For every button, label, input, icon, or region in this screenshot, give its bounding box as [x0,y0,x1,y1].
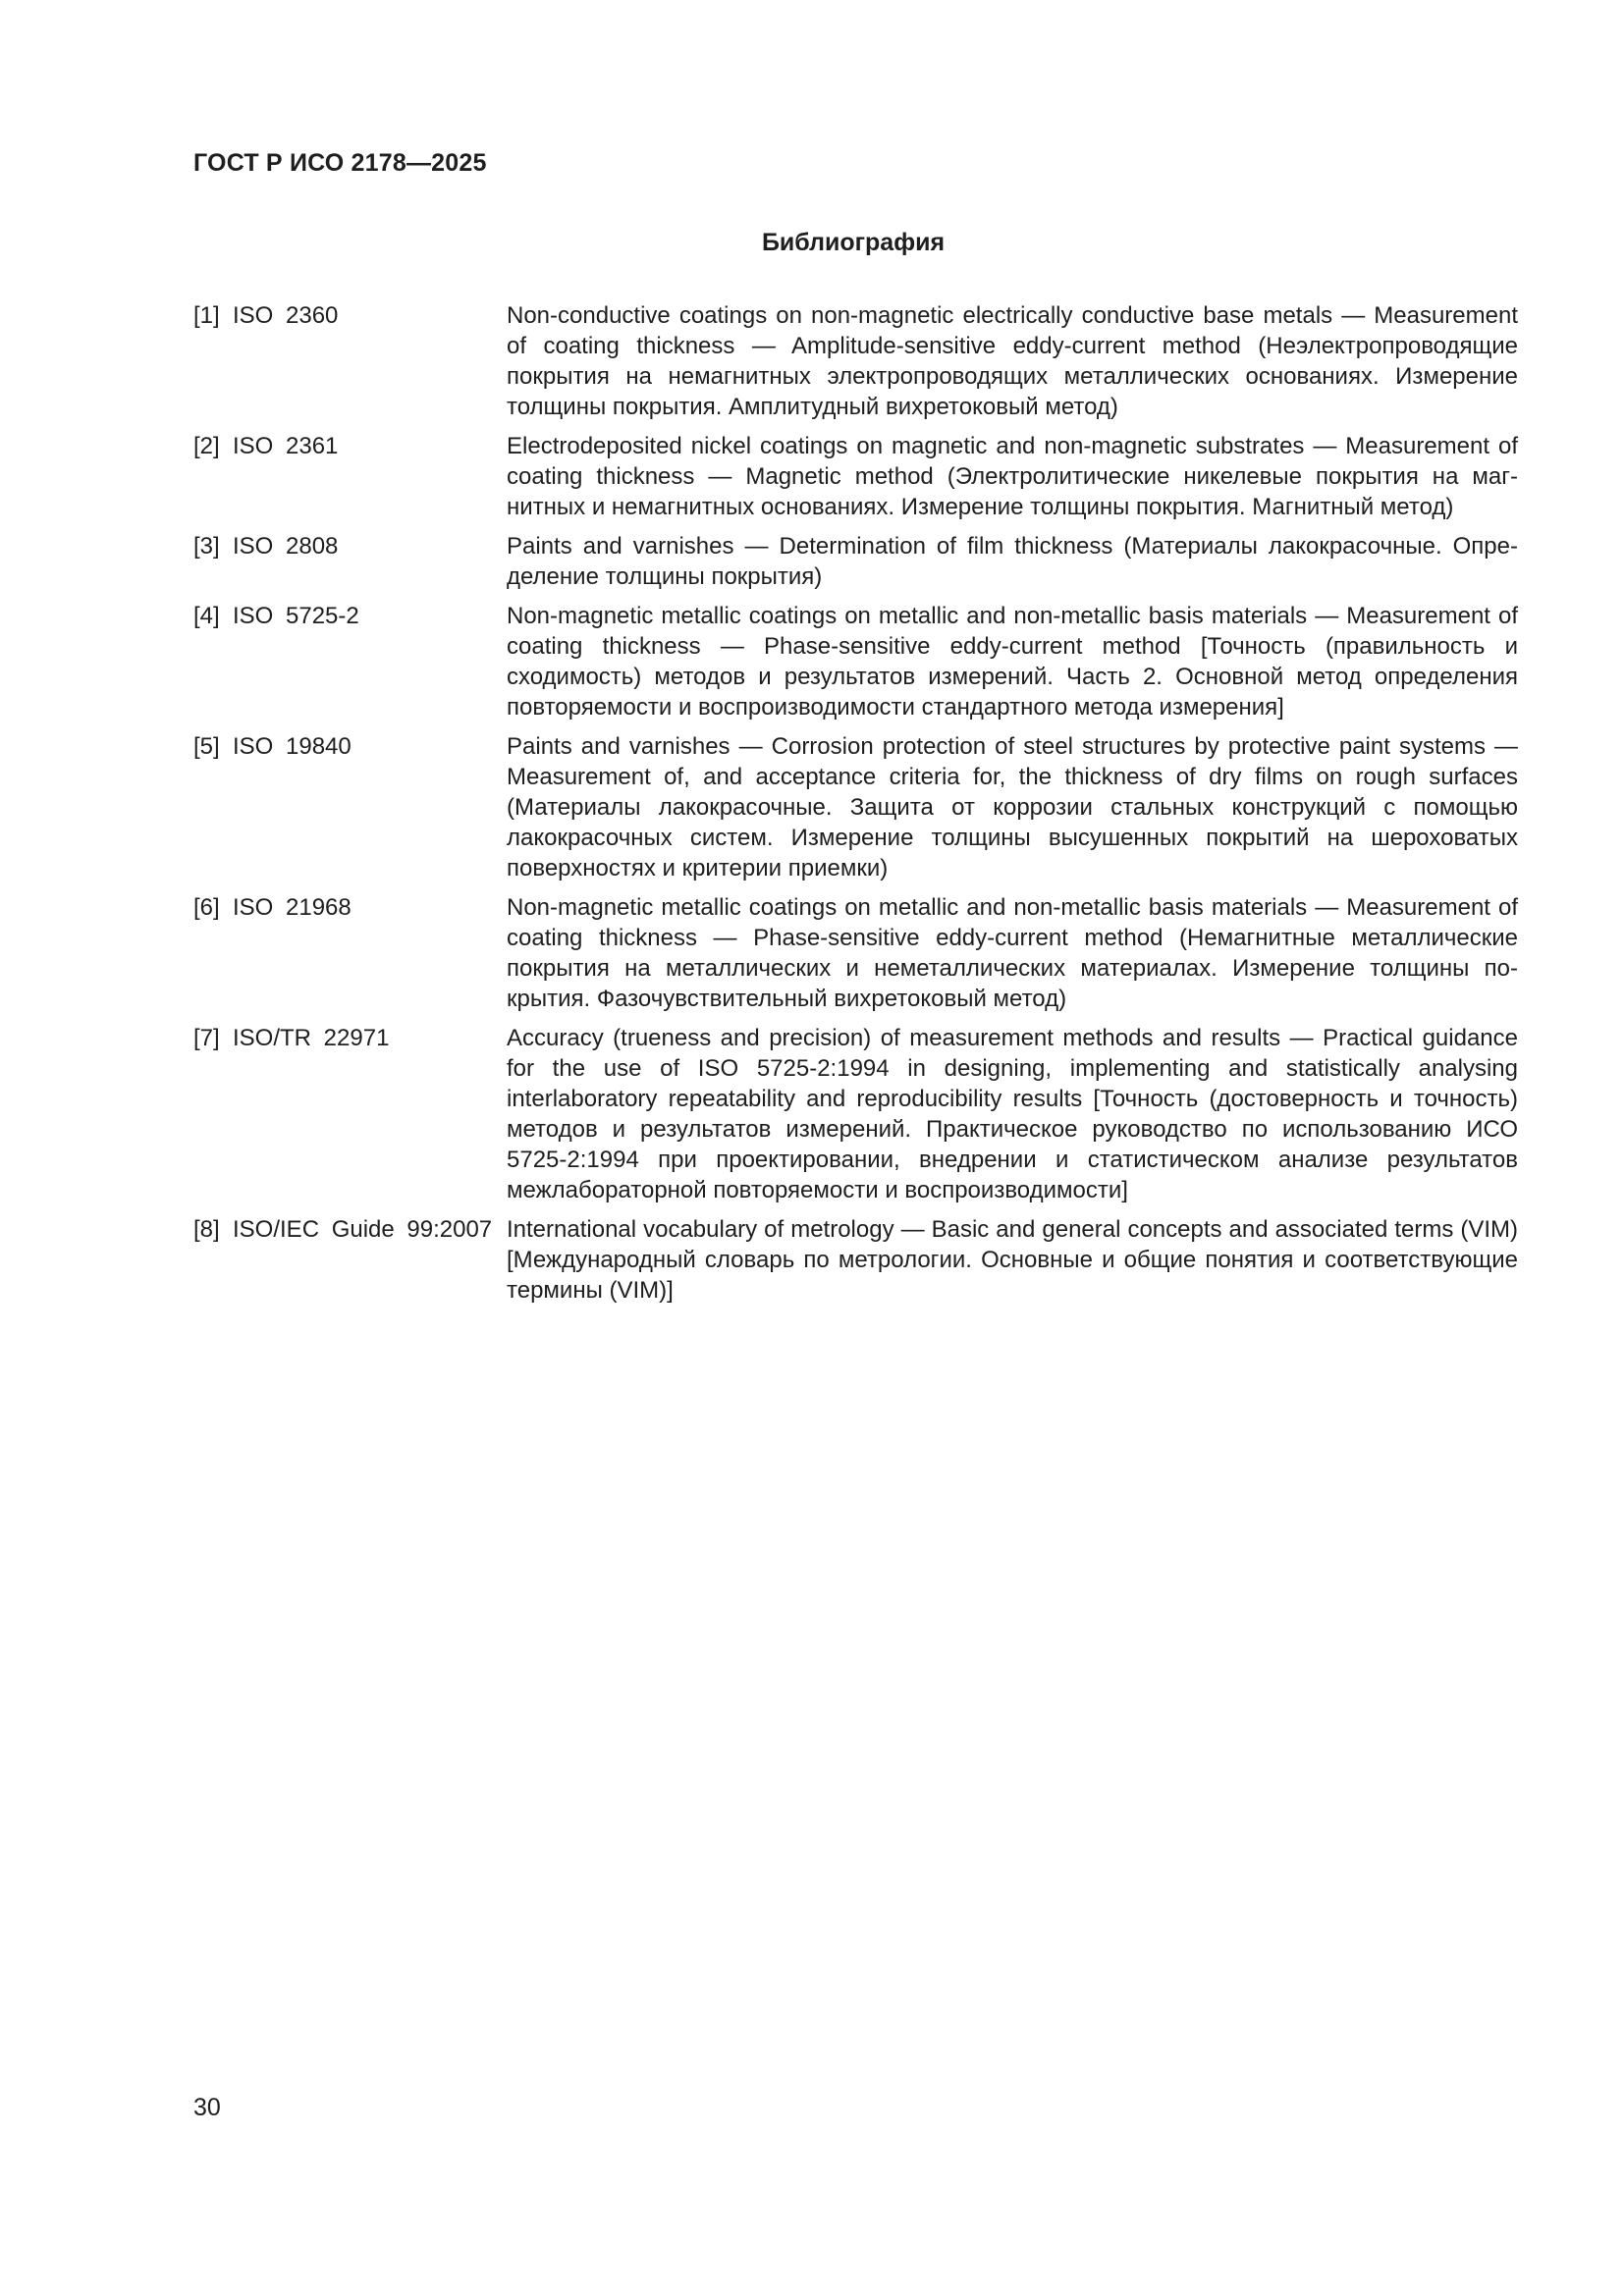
bibliography-reference [193,431,507,522]
bibliography-reference [193,1023,507,1205]
reference-number: [1] [193,302,220,329]
bibliography-entry [193,431,1518,522]
reference-number: [6] [193,894,220,921]
bibliography-reference [193,892,507,1014]
reference-number: [2] [193,433,220,459]
bibliography-reference [193,731,507,883]
bibliography-description: Paints and varnishes — Determination of film thickness (Материалы лакокрасочные. Определение толщины покрытия) [507,533,1518,590]
page-number: 30 [193,2094,221,2121]
standard-id: ISO 21968 [233,894,352,921]
reference-number: [8] [193,1216,220,1243]
bibliography-entry [193,1214,1518,1306]
bibliography-description: Electrodeposited nickel coatings on magnetic and non-magnetic substrates — Measurement of coating thickness — Magnetic method (Электролитические никелевые покрытия на магнитных и немагнитных основаниях. Измерение толщины покрытия. Магнитный метод) [507,433,1518,520]
bibliography-description: Paints and varnishes — Corrosion protection of steel structures by protective paint systems — Measurement of, and acceptance criteria for, the thickness of dry films on rough surfaces (Материалы лакокрасочные. Защита от коррозии стальных конструкций с помощью лакокрасочных систем. Измерение толщины высушенных покрытий на шероховатых поверхностях и критерии приемки) [507,733,1518,881]
bibliography-entry [193,300,1518,422]
reference-number: [4] [193,603,220,629]
standard-id: ISO 2361 [233,433,339,459]
bibliography-description: Accuracy (trueness and precision) of measurement methods and results — Practical guidance for the use of ISO 5725-2:1994 in designing, implementing and statistically analysing interlaboratory repeatability and reproducibility results [Точность (достоверность и точность) методов и результатов измерений. Практическое руководство по использованию ИСО 5725-2:1994 при проектировании, внедрении и статистическом анализе результатов межлабораторной повторяемости и воспроизводимости] [507,1025,1518,1203]
standard-id: ISO 2360 [233,302,339,329]
bibliography-reference [193,300,507,422]
bibliography-entry [193,892,1518,1014]
bibliography-description: International vocabulary of metrology — Basic and general concepts and associated terms (VIM) [Международный словарь по метрологии. Основные и общие понятия и соответствующие термины (VIM)] [507,1216,1518,1304]
bibliography-entry [193,1023,1518,1205]
bibliography-reference [193,531,507,592]
bibliography-entry [193,531,1518,592]
reference-number: [5] [193,733,220,760]
bibliography-entry [193,731,1518,883]
document-header: ГОСТ Р ИСО 2178—2025 [193,149,487,177]
reference-number: [3] [193,533,220,560]
bibliography-entry [193,601,1518,722]
standard-id: ISO 5725-2 [233,603,359,629]
bibliography-description: Non-magnetic metallic coatings on metallic and non-metallic basis materials — Measurement of coating thickness — Phase-sensitive eddy-current method [Точность (правильность и сходимость) методов и результатов измерений. Часть 2. Основной метод определения повторяемости и воспроизводимости стандартного метода измерения] [507,603,1518,721]
reference-number: [7] [193,1025,220,1051]
bibliography-description: Non-magnetic metallic coatings on metallic and non-metallic basis materials — Measurement of coating thickness — Phase-sensitive eddy-current method (Немагнитные металлические покрытия на металлических и неметаллических материалах. Измерение толщины покрытия. Фазочувствительный вихретоковый метод) [507,894,1518,1012]
standard-id: ISO 19840 [233,733,352,760]
bibliography-reference [193,601,507,722]
section-title: Библиография [761,229,946,256]
bibliography-list [193,300,1518,1314]
standard-id: ISO/TR 22971 [233,1025,390,1051]
standard-id: ISO/IEC Guide 99:2007 [233,1216,493,1243]
bibliography-description: Non-conductive coatings on non-magnetic electrically conductive base metals — Measurement of coating thickness — Amplitude-sensitive eddy-current method (Неэлектропроводящие покрытия на немагнитных электропроводящих металлических основаниях. Измерение толщины покрытия. Амплитудный вихретоковый метод) [507,302,1518,420]
standard-id: ISO 2808 [233,533,339,560]
bibliography-reference [193,1214,507,1306]
